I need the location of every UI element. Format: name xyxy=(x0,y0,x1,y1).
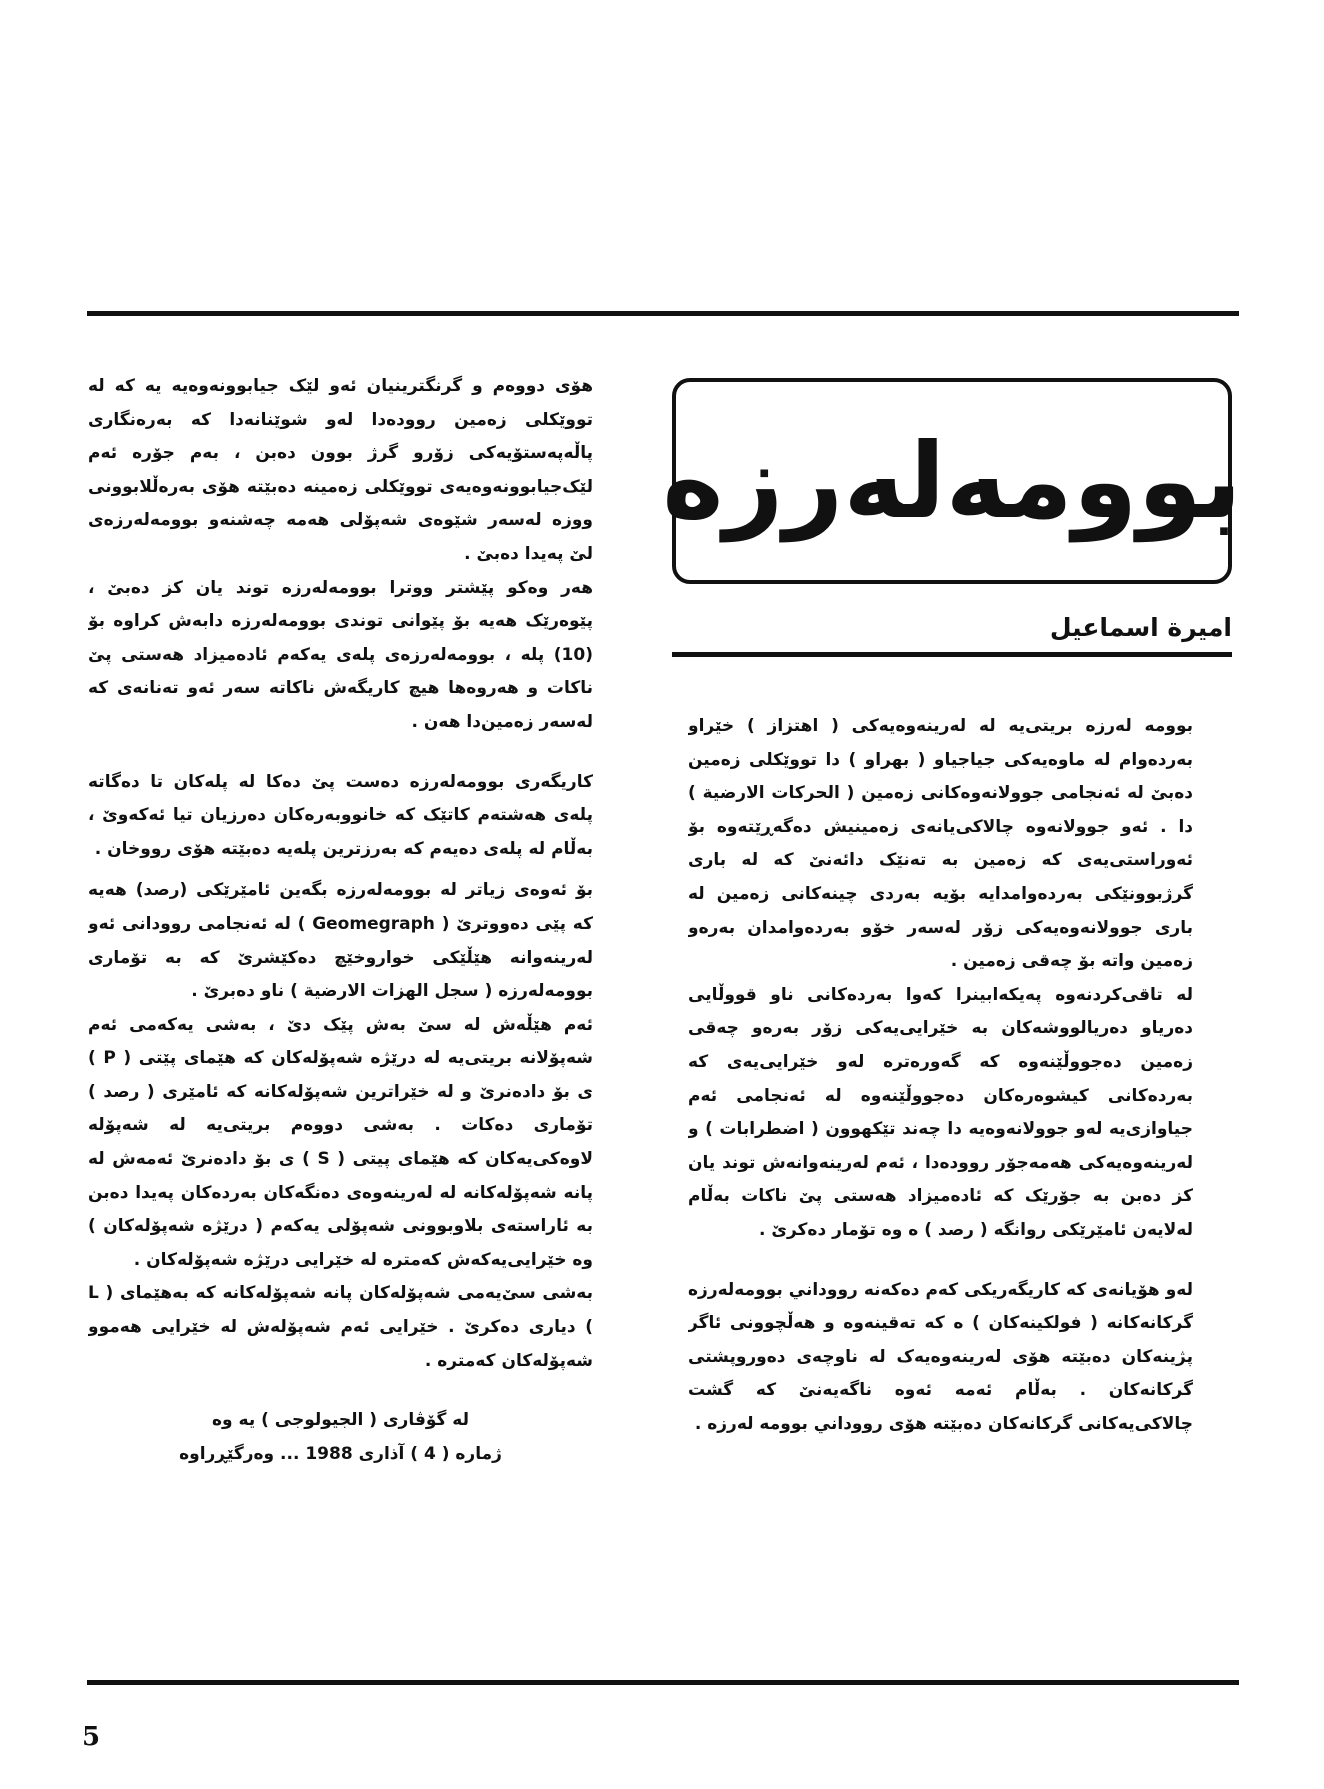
paragraph: له‌و هۆیانه‌ی که کاریگه‌ریکی که‌م ده‌که‌نه رووداني بوومه‌له‌رزه گرکانه‌کانه ( فولکینه‌کان ) ه که ته‌قینه‌وه و هه‌ڵچوونی ئاگر پژینه‌کان ده‌بێته هۆی له‌رینه‌وه‌یه‌ک له ناوچه‌ی ده‌وروپشتی گرکانه‌کان . به‌ڵام ئه‌مه ئه‌وه ناگه‌یه‌نێ که گشت چالاکی‌یه‌کانی گرکانه‌کان ده‌بێته هۆی رووداني بوومه له‌رزه . xyxy=(688,1279,1193,1434)
author-name: اميرة اسماعيل xyxy=(1049,613,1232,642)
top-rule xyxy=(87,311,1239,316)
paragraph: به‌شی سێ‌یه‌می شه‌پۆله‌کان پانه شه‌پۆله‌کانه که به‌هێمای ( L ) دیاری ده‌کرێ . خێرایی ئه‌م شه‌پۆله‌ش له خێرایی هه‌موو شه‌پۆله‌کان که‌متره . xyxy=(88,1283,593,1371)
page-number: 5 xyxy=(82,1722,101,1752)
paragraph: کاریگه‌ری بوومه‌له‌رزه ده‌ست پێ ده‌کا له پله‌کان تا ده‌گاته پله‌ی هه‌شته‌م کاتێک که خانوو‌به‌ره‌کان ده‌رزیان تیا ئه‌که‌وێ ، به‌ڵام له پله‌ی ده‌یه‌م که به‌رزترین پله‌یه ده‌بێته هۆی رووخان . xyxy=(88,771,593,859)
paragraph: له تاقی‌کردنه‌وه په‌یکه‌ابینرا که‌وا به‌رده‌کانی ناو قووڵایی ده‌ریاو ده‌ریالووشه‌کان به خێرایی‌یه‌کی زۆر به‌ره‌و چه‌قی زه‌مین ده‌جووڵێنه‌وه که گه‌وره‌تره له‌و خێرایی‌یه‌ی که به‌رده‌کانی کیشوه‌ره‌کان ده‌جووڵێنه‌وه له ئه‌نجامی ئه‌م جیاوازی‌یه له‌و جوولانه‌وه‌یه دا چه‌ند تێکهوون ( اضطرابات ) و له‌رینه‌وه‌یه‌کی هه‌مه‌جۆر رووده‌دا ، ئه‌م له‌رینه‌وانه‌ش توند یان کز ده‌بن به جۆرێک که ئاده‌میزاد هه‌ستی پێ ناکات به‌ڵام له‌لایه‌ن ئامێرێکی روانگه ( رصد ) ه وه تۆمار ده‌کرێ . xyxy=(688,984,1193,1240)
author-rule xyxy=(672,652,1232,657)
left-column xyxy=(88,370,593,1670)
title-box xyxy=(662,378,1242,584)
paragraph: ئه‌م هێڵه‌ش له سێ به‌ش پێک دێ ، به‌شی یه‌که‌می ئه‌م شه‌پۆلانه بریتی‌یه له درێژه شه‌پۆله‌کان که هێمای پێتی ( P ) ی بۆ دادەنرێ و له خێراترین شه‌پۆله‌کانه که ئامێری ( رصد ) تۆماری ده‌کات . به‌شی دووه‌م بریتی‌یه له شه‌پۆله لاوه‌کی‌یه‌کان که هێمای پیتی ( S ) ی بۆ داده‌نرێ ئه‌مه‌ش له پانه شه‌پۆله‌کانه له له‌رینه‌وه‌ی ده‌نگه‌کان به‌رده‌کان په‌یدا ده‌بن به ئاراسته‌ی بلاوبوونی شه‌پۆلی یه‌که‌م ( درێژه شه‌پۆله‌کان ) وه خێرایی‌یه‌که‌ش که‌متره له خێرایی درێژه شه‌پۆله‌کان . xyxy=(88,1014,593,1270)
source-line: ژماره ( 4 ) آذاری 1988 ... وه‌رگێڕراوه xyxy=(179,1443,502,1464)
bottom-rule xyxy=(87,1680,1239,1685)
right-column xyxy=(688,710,1193,1670)
paragraph: هه‌ر وه‌کو پێشتر ووترا بوومه‌له‌رزه توند یان کز ده‌بێ ، پێوه‌رێک هه‌یه بۆ پێوانی توندی بوومه‌له‌رزه دابه‌ش کراوه بۆ (10) پله ، بوومه‌له‌رزه‌ی پله‌ی یه‌که‌م ئاده‌میزاد هه‌ستی پێ ناکات و هه‌روه‌ها هیچ کاریگه‌ش ناکاته سه‌ر ئه‌و ته‌نانه‌ی که له‌سه‌ر زه‌مین‌دا هه‌ن . xyxy=(88,577,593,732)
paragraph: بۆ ئه‌وه‌ی زیاتر له بوومه‌له‌رزه بگه‌ین ئامێرێکی (رصد) هه‌یه که پێی ده‌ووترێ ( Geomegraph ) له ئه‌نجامی روودانی ئه‌و له‌رینه‌وانه هێڵێکی خواروخێچ ده‌کێشرێ که به تۆماری بوومه‌له‌رزه ( سجل الهزات الارضیة ) ناو ده‌برێ . xyxy=(88,880,593,1002)
article-title: بوومه‌له‌رزه xyxy=(662,420,1242,542)
source-line: له گۆڤاری ( الجیولوجی ) یه وه xyxy=(211,1410,470,1431)
paragraph: بوومه له‌رزه بریتی‌یه له له‌رینه‌وه‌یه‌کی ( اهتزاز ) خێراو به‌رده‌وام له ماوه‌یه‌کی جیاجیاو ( بهراو ) دا تووێکلی زه‌مین ده‌بێ له ئه‌نجامی جوولانه‌وه‌کانی زه‌مین ( الحرکات الارضیة ) دا . ئه‌و جوولانه‌وه چالاکی‌یانه‌ی زه‌مینیش ده‌گه‌ڕێته‌وه بۆ ئه‌وراستی‌یه‌ی که زه‌مین به ته‌نێک دائه‌نێ که له باری گرژبوونێکی به‌رده‌وامدایه بۆیه به‌ردی چینه‌کانی زه‌مین له باری جوولانه‌وه‌یه‌کی زۆر له‌سه‌ر خۆو به‌رده‌وامدان به‌ره‌و زه‌مین واته بۆ چه‌قی زه‌مین . xyxy=(688,716,1193,972)
paragraph: هۆی دووه‌م و گرنگترینیان ئه‌و لێک جیابوونه‌وه‌یه یه که له تووێکلی زه‌مین رووده‌دا له‌و شوێنانه‌دا که به‌ره‌نگاری پاڵه‌پەستۆیه‌کی زۆرو گرژ بوون ده‌بن ، به‌م جۆره ئه‌م لێک‌جیابوونه‌وه‌یه‌ی تووێکلی زه‌مینه ده‌بێته هۆی به‌ره‌ڵلابوونی ووزه له‌سه‌ر شێوه‌ی شه‌پۆلی هه‌مه چه‌شنه‌و بوومه‌له‌رزه‌ی لێ په‌یدا ده‌بێ . xyxy=(88,376,593,564)
